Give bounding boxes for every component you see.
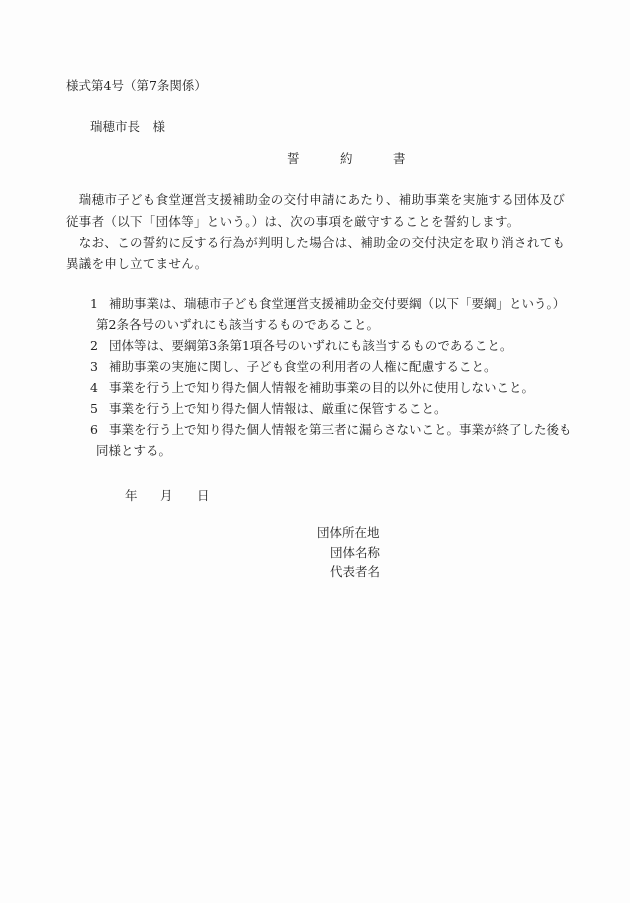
item-text: 事業を行う上で知り得た個人情報を補助事業の目的以外に使用しないこと。 xyxy=(109,380,535,395)
item-text: 同様とする。 xyxy=(96,443,172,458)
date-year: 年 xyxy=(125,488,138,503)
item-text: 事業を行う上で知り得た個人情報は、厳重に保管すること。 xyxy=(109,401,447,416)
item-text: 事業を行う上で知り得た個人情報を第三者に漏らさないこと。事業が終了した後も xyxy=(109,422,572,437)
representative-name-label: 代表者名 xyxy=(330,564,381,579)
item-number: 3 xyxy=(90,359,98,374)
item-text: 第2条各号のいずれにも該当するものであること。 xyxy=(96,317,379,332)
addressee: 瑞穂市長 様 xyxy=(90,119,166,134)
item-number: 2 xyxy=(90,338,98,353)
item-number: 5 xyxy=(90,401,98,416)
item-number: 6 xyxy=(90,422,98,437)
item-number: 1 xyxy=(90,296,98,311)
date-month: 月 xyxy=(160,488,173,503)
organization-address-label: 団体所在地 xyxy=(317,525,380,540)
item-number: 4 xyxy=(90,380,98,395)
item-text: 団体等は、要綱第3条第1項各号のいずれにも該当するものであること。 xyxy=(109,338,513,353)
item-text: 補助事業の実施に関し、子ども食堂の利用者の人権に配慮すること。 xyxy=(109,359,497,374)
item-text: 補助事業は、瑞穂市子ども食堂運営支援補助金交付要綱（以下「要綱」という。） xyxy=(109,296,566,311)
intro-line: なお、この誓約に反する行為が判明した場合は、補助金の交付決定を取り消されても xyxy=(66,235,566,250)
intro-line: 異議を申し立てません。 xyxy=(66,256,208,271)
form-number: 様式第4号（第7条関係） xyxy=(66,78,207,93)
intro-line: 瑞穂市子ども食堂運営支援補助金の交付申請にあたり、補助事業を実施する団体及び xyxy=(66,192,566,207)
intro-line: 従事者（以下「団体等」という。）は、次の事項を厳守することを誓約します。 xyxy=(66,214,520,229)
document-title: 誓 約 書 xyxy=(287,151,420,166)
date-day: 日 xyxy=(197,488,210,503)
organization-name-label: 団体名称 xyxy=(330,545,381,560)
